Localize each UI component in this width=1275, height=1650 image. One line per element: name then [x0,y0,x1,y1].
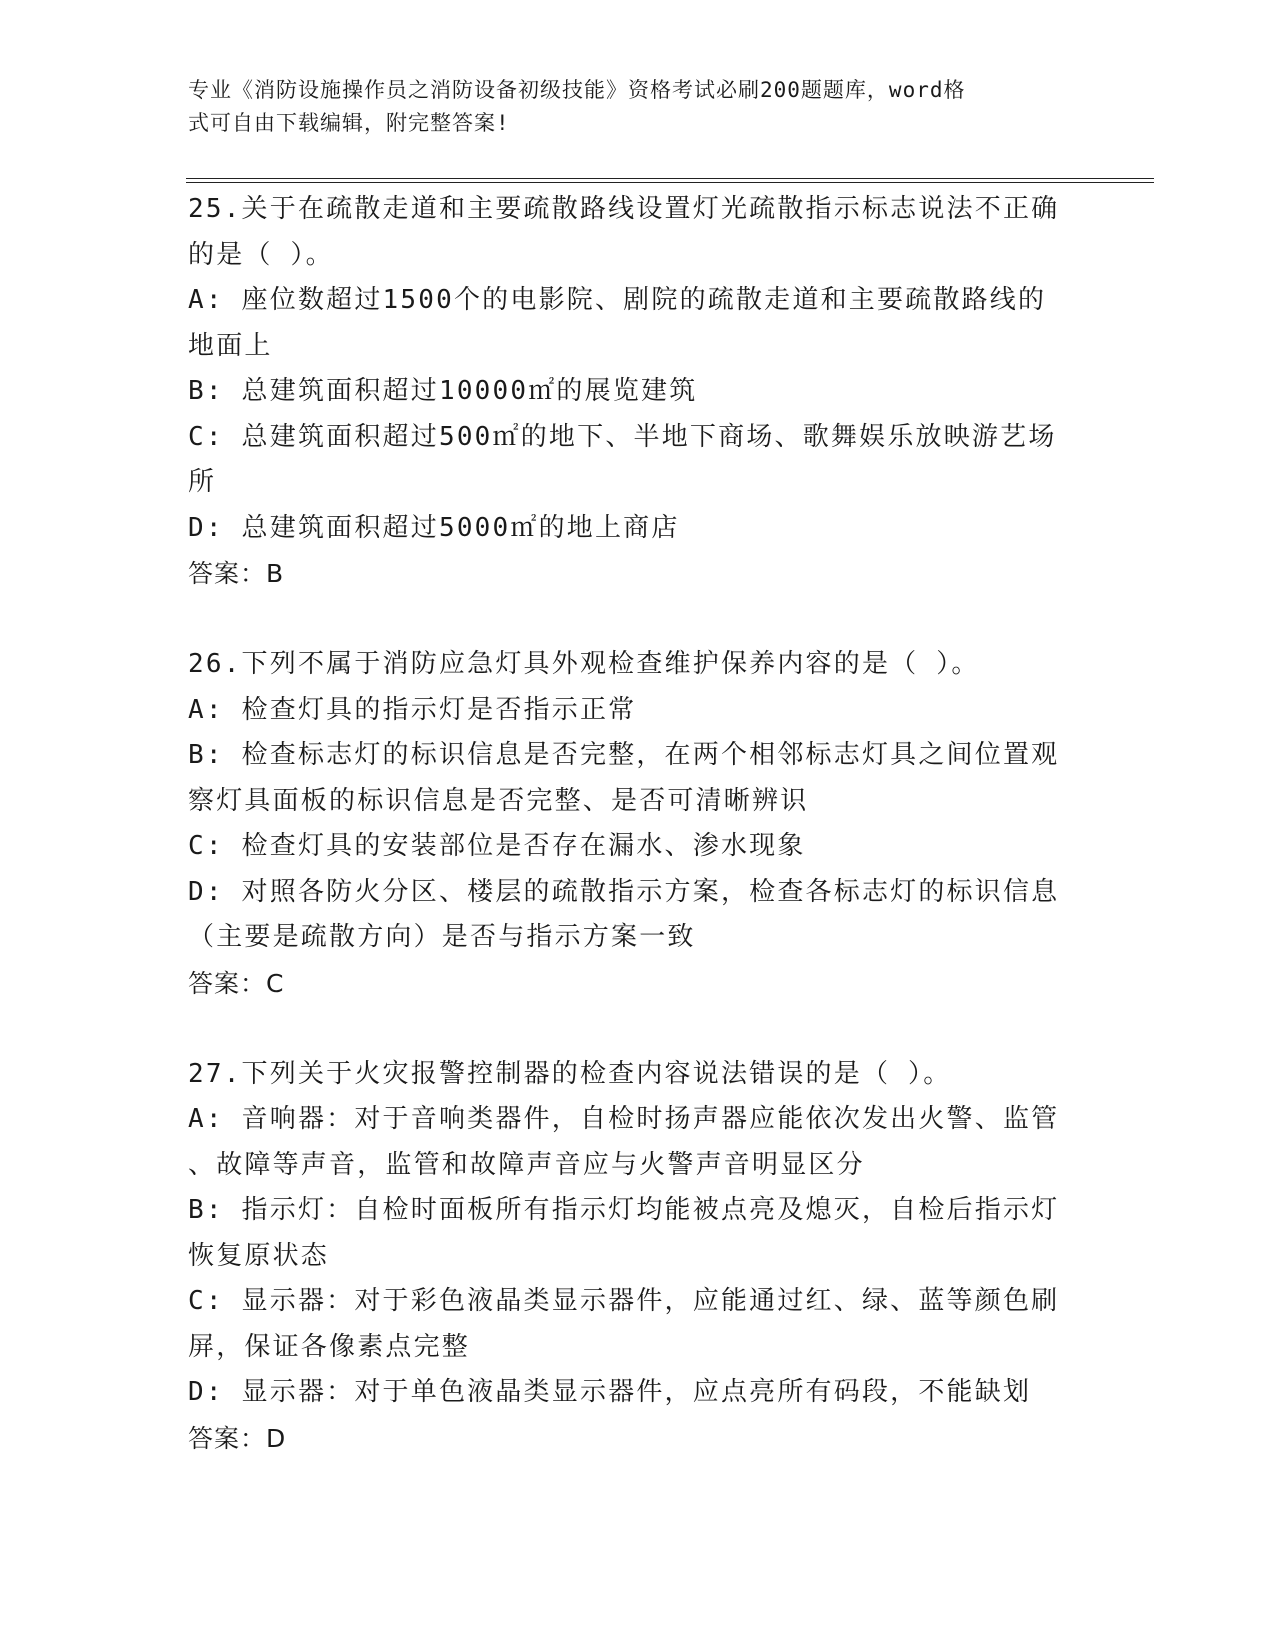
option-b-continued: 恢复原状态 [188,1240,330,1271]
option-a-continued: 、故障等声音，监管和故障声音应与火警声音明显区分 [188,1149,865,1180]
question-spacer [188,1006,1088,1052]
answer-label: 答案：D [188,1423,287,1453]
question-text-line: 26.下列不属于消防应急灯具外观检查维护保养内容的是（ ）。 [188,649,980,679]
document-header [188,74,1068,140]
option-b: B: 检查标志灯的标识信息是否完整，在两个相邻标志灯具之间位置观 [188,740,1060,770]
option-c: C: 检查灯具的安装部位是否存在漏水、渗水现象 [188,831,806,861]
option-b: B: 总建筑面积超过10000㎡的展览建筑 [188,376,698,406]
option-c-continued: 所 [188,467,217,497]
question-26 [188,642,1088,1006]
question-list [188,187,1088,1461]
header-line-2: 式可自由下载编辑，附完整答案! [188,111,510,135]
question-spacer [188,597,1088,643]
option-a-continued: 地面上 [188,330,273,361]
header-divider-top [186,178,1154,179]
question-text-line: 25.关于在疏散走道和主要疏散路线设置灯光疏散指示标志说法不正确 [188,194,1060,224]
answer-label: 答案：B [188,559,285,588]
option-c-continued: 屏，保证各像素点完整 [188,1331,471,1362]
header-divider-bottom [186,182,1154,183]
question-text-line: 27.下列关于火灾报警控制器的检查内容说法错误的是（ ）。 [188,1058,952,1089]
option-c: C: 显示器：对于彩色液晶类显示器件，应能通过红、绿、蓝等颜色刷 [188,1286,1060,1316]
option-a: A: 音响器：对于音响类器件，自检时扬声器应能依次发出火警、监管 [188,1104,1060,1134]
question-25 [188,187,1088,597]
option-b: B: 指示灯：自检时面板所有指示灯均能被点亮及熄灭，自检后指示灯 [188,1195,1060,1225]
option-a: A: 检查灯具的指示灯是否指示正常 [188,694,637,725]
option-d: D: 显示器：对于单色液晶类显示器件，应点亮所有码段，不能缺划 [188,1377,1032,1407]
header-line-1: 专业《消防设施操作员之消防设备初级技能》资格考试必刷200题题库，word格 [188,78,966,102]
option-c: C: 总建筑面积超过500㎡的地下、半地下商场、歌舞娱乐放映游艺场 [188,421,1057,452]
option-d: D: 总建筑面积超过5000㎡的地上商店 [188,512,680,543]
question-27 [188,1052,1088,1462]
answer-label: 答案：C [188,968,285,998]
option-b-continued: 察灯具面板的标识信息是否完整、是否可清晰辨识 [188,785,809,816]
option-a: A: 座位数超过1500个的电影院、剧院的疏散走道和主要疏散路线的 [188,285,1047,315]
question-text-line: 的是（ ）。 [188,239,334,270]
option-d-continued: （主要是疏散方向）是否与指示方案一致 [188,922,696,952]
option-d: D: 对照各防火分区、楼层的疏散指示方案，检查各标志灯的标识信息 [188,876,1060,907]
